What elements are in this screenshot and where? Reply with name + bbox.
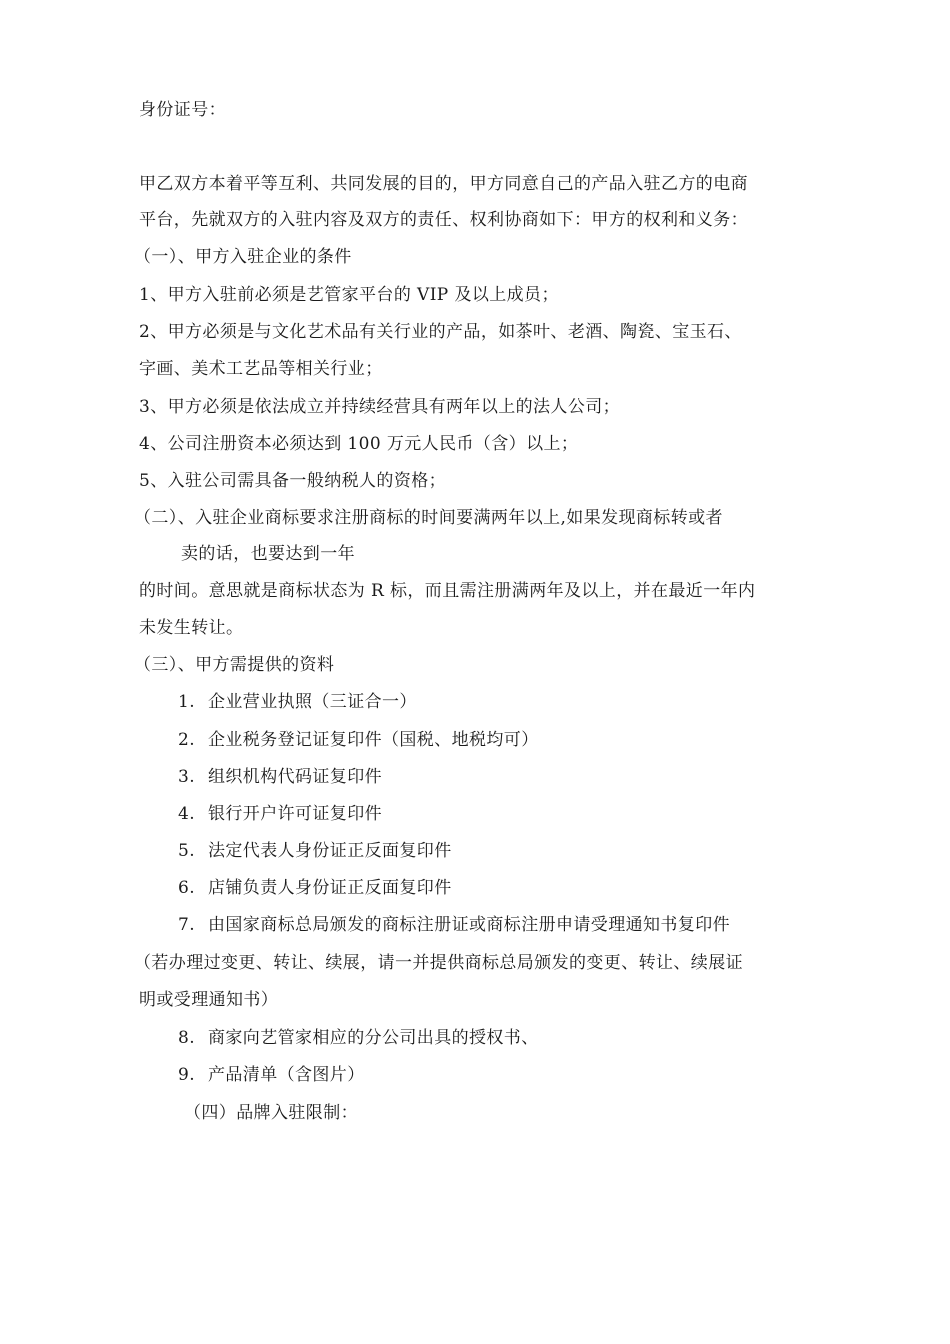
section-1-line-6: 5、入驻公司需具备一般纳税人的资格； [139,471,447,491]
material-item-2 [178,728,539,752]
material-item-4 [178,802,382,826]
item-number: 4. [178,804,196,824]
material-item-1 [178,690,417,714]
section-4-heading: （四）品牌入驻限制： [184,1103,358,1123]
item-text: 由国家商标总局颁发的商标注册证或商标注册申请受理通知书复印件 [208,915,730,935]
section-1-line-5: 4、公司注册资本必须达到 100 万元人民币（含）以上； [139,434,579,454]
item-number: 9. [178,1065,196,1085]
section-3-heading: （三）、甲方需提供的资料 [134,655,335,675]
item-number: 5. [178,841,196,861]
item-text: 店铺负责人身份证正反面复印件 [208,878,452,898]
item-number: 3. [178,767,196,787]
section-1-heading: （一）、甲方入驻企业的条件 [134,247,352,267]
item-number: 8. [178,1028,196,1048]
item-number: 2. [178,730,196,750]
section-2-heading: （二）、入驻企业商标要求注册商标的时间要满两年以上,如果发现商标转或者 [134,508,723,528]
item-text: 组织机构代码证复印件 [208,767,382,787]
section-2-continuation: 卖的话，也要达到一年 [181,544,355,564]
material-item-7-note-1: （若办理过变更、转让、续展，请一并提供商标总局颁发的变更、转让、续展证 [134,953,743,973]
section-1-line-1: 1、甲方入驻前必须是艺管家平台的 VIP 及以上成员； [139,285,559,305]
material-item-7-note-2: 明或受理通知书） [139,990,279,1010]
intro-line-1: 甲乙双方本着平等互利、共同发展的目的，甲方同意自己的产品入驻乙方的电商 [139,174,748,194]
item-text: 银行开户许可证复印件 [208,804,382,824]
item-text: 企业营业执照（三证合一） [208,692,417,712]
material-item-3 [178,765,382,789]
section-1-line-2: 2、甲方必须是与文化艺术品有关行业的产品，如茶叶、老酒、陶瓷、宝玉石、 [139,322,742,342]
section-1-line-3: 字画、美术工艺品等相关行业； [139,359,383,379]
intro-line-2: 平台，先就双方的入驻内容及双方的责任、权利协商如下：甲方的权利和义务： [139,210,748,230]
item-text: 商家向艺管家相应的分公司出具的授权书、 [208,1028,539,1048]
material-item-6 [178,876,452,900]
item-text: 企业税务登记证复印件（国税、地税均可） [208,730,539,750]
material-item-7 [178,913,730,937]
section-2-line-2: 未发生转让。 [139,618,244,638]
section-1-line-4: 3、甲方必须是依法成立并持续经营具有两年以上的法人公司； [139,397,621,417]
material-item-8 [178,1026,539,1050]
id-number-label: 身份证号： [139,100,226,120]
section-2-line-1: 的时间。意思就是商标状态为 R 标，而且需注册满两年及以上，并在最近一年内 [139,581,756,601]
item-text: 产品清单（含图片） [208,1065,365,1085]
item-number: 1. [178,692,196,712]
item-number: 6. [178,878,196,898]
material-item-5 [178,839,452,863]
material-item-9 [178,1063,365,1087]
item-text: 法定代表人身份证正反面复印件 [208,841,452,861]
item-number: 7. [178,915,196,935]
